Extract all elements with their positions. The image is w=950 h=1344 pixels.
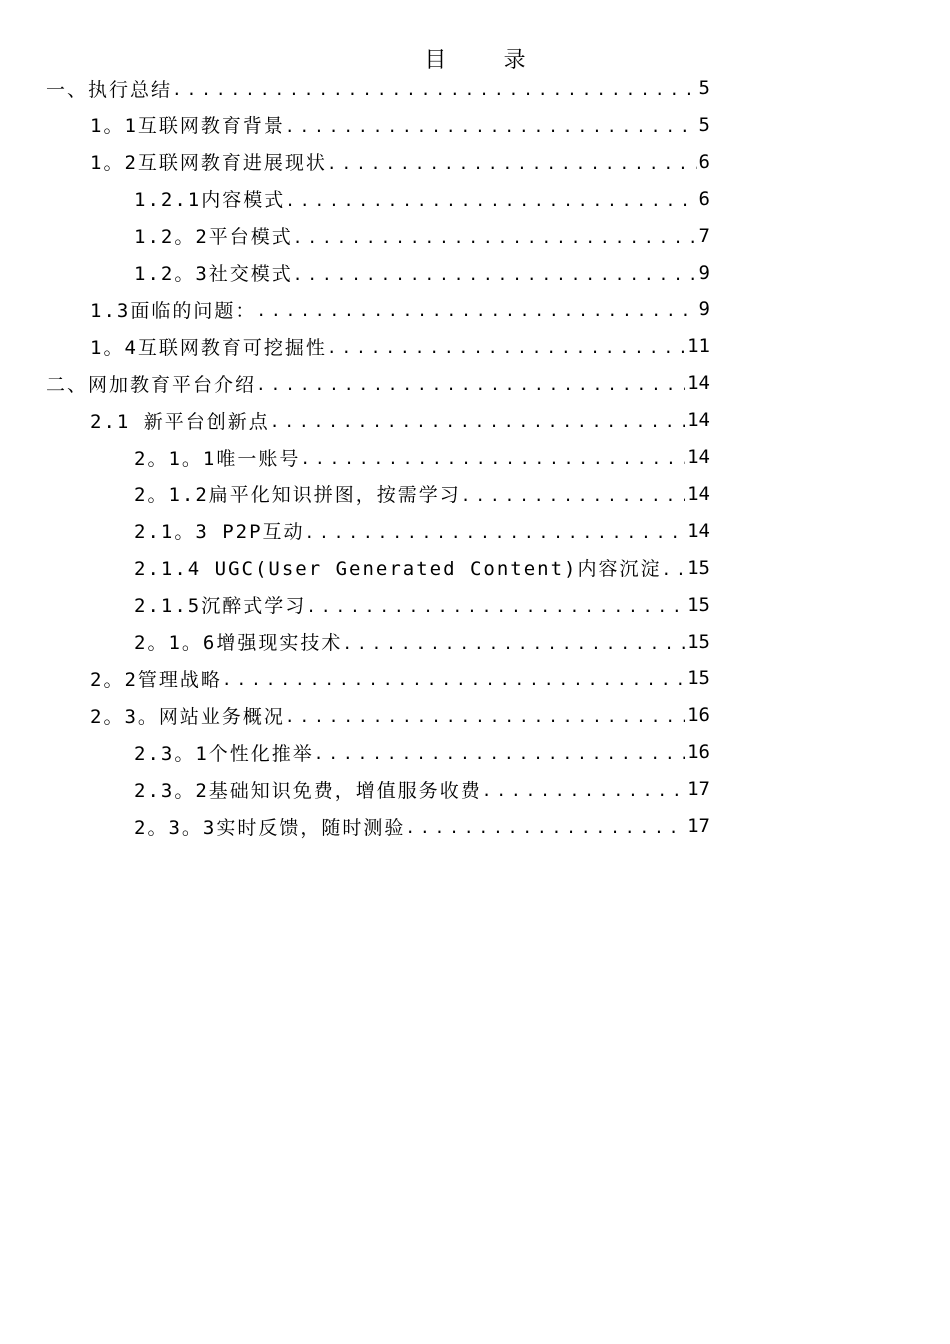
toc-entry-page-number: 14 xyxy=(687,519,710,542)
toc-entry-text: 1。2互联网教育进展现状 xyxy=(90,152,327,175)
dot-leader xyxy=(285,697,685,733)
dot-leader xyxy=(222,660,685,696)
toc-entry[interactable] xyxy=(134,734,710,770)
toc-entry[interactable] xyxy=(134,255,710,291)
toc-entry-page-number: 14 xyxy=(687,409,710,432)
toc-entry-text: 2.1 新平台创新点 xyxy=(90,410,270,433)
dot-leader xyxy=(314,734,685,770)
toc-entry[interactable] xyxy=(134,624,710,660)
dot-leader xyxy=(482,771,685,807)
toc-entry[interactable] xyxy=(46,365,710,401)
toc-entry[interactable] xyxy=(90,291,710,327)
toc-entry-text: 1.3面临的问题： xyxy=(90,299,257,322)
toc-entry-page-number: 17 xyxy=(687,778,710,801)
dot-leader xyxy=(256,365,685,401)
dot-leader xyxy=(285,107,697,143)
toc-entry[interactable] xyxy=(90,660,710,696)
dot-leader xyxy=(256,291,696,327)
toc-entry-text: 2。1.2扁平化知识拼图，按需学习 xyxy=(134,484,461,507)
toc-entry-page-number: 16 xyxy=(687,741,710,764)
toc-entry-page-number: 15 xyxy=(687,593,710,616)
toc-entry[interactable] xyxy=(134,181,710,217)
toc-entry-text: 1.2。3社交模式 xyxy=(134,263,293,285)
toc-entry-page-number: 14 xyxy=(687,482,710,505)
toc-entry-text: 2。1。6增强现实技术 xyxy=(134,632,343,654)
toc-entry-text: 2.3。2基础知识免费，增值服务收费 xyxy=(134,779,482,802)
dot-leader xyxy=(305,513,686,549)
dot-leader xyxy=(405,808,685,844)
dot-leader xyxy=(306,587,685,623)
toc-entry-page-number: 16 xyxy=(687,704,710,727)
toc-entry-text: 2。3。3实时反馈，随时测验 xyxy=(134,816,406,839)
toc-entry[interactable] xyxy=(134,218,710,254)
toc-entry-page-number: 6 xyxy=(698,187,710,210)
toc-entry-page-number: 15 xyxy=(687,667,710,690)
dot-leader xyxy=(327,144,697,180)
toc-entry-page-number: 6 xyxy=(698,150,710,173)
dot-leader xyxy=(461,476,685,512)
toc-entry[interactable] xyxy=(134,476,710,512)
toc-entry-text: 二、网加教育平台介绍 xyxy=(46,373,257,396)
toc-entry-text: 2.1.5沉醉式学习 xyxy=(134,595,307,618)
toc-entry-page-number: 14 xyxy=(687,446,710,468)
toc-entry-text: 1.2。2平台模式 xyxy=(134,226,293,249)
toc-entry-text: 2。1。1唯一账号 xyxy=(134,447,301,470)
toc-entry-text: 2。2管理战略 xyxy=(90,668,222,691)
dot-leader xyxy=(293,255,697,291)
dot-leader xyxy=(342,624,685,660)
toc-entry-text: 1。1互联网教育背景 xyxy=(90,115,285,138)
toc-title: 目 录 xyxy=(424,48,548,73)
toc-entry[interactable] xyxy=(134,771,710,807)
toc-entry-text: 2.3。1个性化推举 xyxy=(134,742,314,765)
toc-entry[interactable] xyxy=(90,328,710,364)
toc-entry[interactable] xyxy=(90,697,710,733)
toc-entry-page-number: 15 xyxy=(687,630,710,653)
dot-leader xyxy=(285,181,696,217)
toc-entry[interactable] xyxy=(46,70,710,106)
toc-entry[interactable] xyxy=(90,144,710,180)
toc-entry-page-number: 17 xyxy=(687,815,710,837)
toc-entry-text: 一、执行总结 xyxy=(46,78,173,101)
toc-entry[interactable] xyxy=(134,439,710,475)
toc-entry[interactable] xyxy=(90,402,710,438)
dot-leader xyxy=(662,550,686,586)
dot-leader xyxy=(270,402,685,438)
toc-entry[interactable] xyxy=(134,587,710,623)
toc-entry[interactable] xyxy=(134,550,710,586)
dot-leader xyxy=(293,218,697,254)
toc-entry-page-number: 9 xyxy=(698,261,710,284)
toc-entry[interactable] xyxy=(134,808,710,844)
toc-entry-text: 2.1。3 P2P互动 xyxy=(134,521,305,544)
dot-leader xyxy=(327,328,685,364)
toc-entry-page-number: 9 xyxy=(698,298,710,321)
dot-leader xyxy=(172,70,697,106)
toc-entry-page-number: 11 xyxy=(687,335,710,358)
toc-entry-text: 2。3。网站业务概况 xyxy=(90,705,285,728)
toc-entry-text: 2.1.4 UGC(User Generated Content)内容沉淀 xyxy=(134,558,662,581)
toc-entry-page-number: 5 xyxy=(698,77,710,99)
toc-entry-text: 1。4互联网教育可挖掘性 xyxy=(90,336,327,359)
toc-entry-page-number: 7 xyxy=(698,224,710,247)
toc-entry-page-number: 5 xyxy=(698,113,710,136)
toc-entry-page-number: 14 xyxy=(687,372,710,395)
toc-entry[interactable] xyxy=(134,513,710,549)
toc-entry-page-number: 15 xyxy=(687,556,710,579)
dot-leader xyxy=(300,439,685,475)
toc-entry[interactable] xyxy=(90,107,710,143)
toc-entry-text: 1.2.1内容模式 xyxy=(134,189,286,212)
